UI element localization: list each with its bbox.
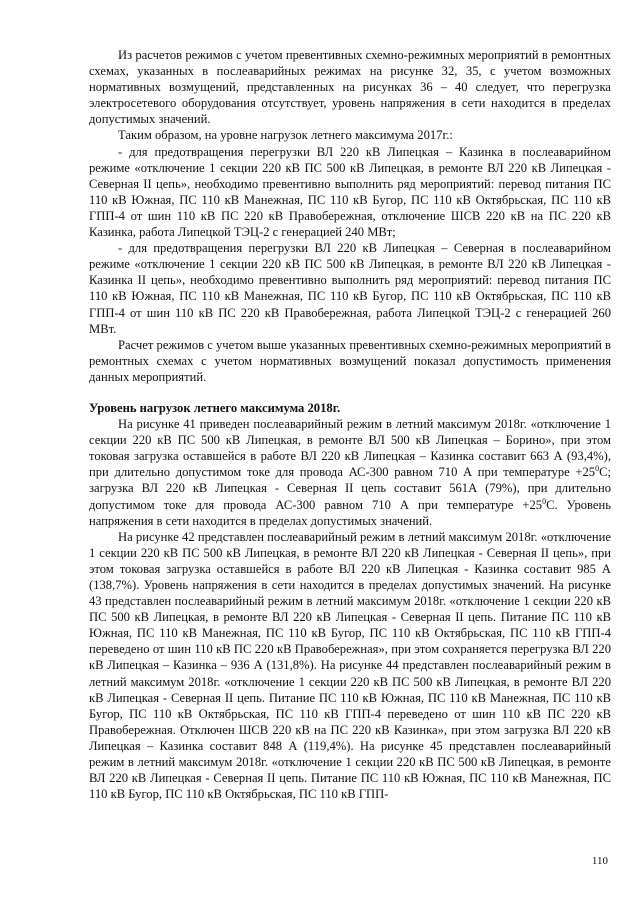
figure-41-text-a: На рисунке 41 приведен послеаварийный режим в летний максимум 2018г. «отключение 1 секции 220 кВ ПС 500 кВ Липецкая, в ремонте ВЛ 500 кВ Липецкая – Борино», при этом токовая загрузка оставшейся в работе ВЛ 220 кВ Липецкая – Казинка составит 663 А (93,4%), при длительно допустимом токе для провода АС-300 равном 710 А при температуре +25 [89, 417, 611, 480]
document-body [89, 47, 611, 802]
paragraph-figure-41 [89, 416, 611, 529]
section-gap [89, 385, 611, 400]
section-heading-2018: Уровень нагрузок летнего максимума 2018г. [89, 400, 341, 415]
figure-41-text-b: С; загрузка ВЛ 220 кВ Липецкая - Северная II цепь составит 561А (79%), при длительно допустимом токе для провода АС-300 равном 710 А при температуре +25 [89, 465, 611, 512]
paragraph-regime-calculation: Из расчетов режимов с учетом превентивных схемно-режимных мероприятий в ремонтных схемах, указанных в послеаварийных режимах на рисунке 32, 35, с учетом возможных нормативных возмущений, представленных на рисунках 36 – 40 следует, что перегрузка электросетевого оборудования отсутствует, уровень напряжения в сети находится в пределах допустимых значений. [89, 48, 611, 127]
degree-superscript: 0 [595, 464, 600, 474]
degree-superscript: 0 [542, 496, 547, 506]
figure-41-text-c: С. Уровень напряжения в сети находится в пределах допустимых значений. [89, 497, 611, 528]
page-number: 110 [591, 855, 608, 867]
paragraph-figures-42-45: На рисунке 42 представлен послеаварийный режим в летний максимум 2018г. «отключение 1 секции 220 кВ ПС 500 кВ Липецкая, в ремонте ВЛ 220 кВ Липецкая - Северная II цепь», при этом токовая загрузка оставшейся в работе ВЛ 220 кВ Липецкая - Казинка составит 985 А (138,7%). Уровень напряжения в сети находится в пределах допустимых значений. На рисунке 43 представлен послеаварийный режим в летний максимум 2018г. «отключение 1 секции 220 кВ ПС 500 кВ Липецкая, в ремонте ВЛ 220 кВ Липецкая - Северная II цепь. Питание ПС 110 кВ Южная, ПС 110 кВ Манежная, ПС 110 кВ Бугор, ПС 110 кВ Октябрьская, ПС 110 кВ ГПП-4 переведено от шин 110 кВ ПС 220 кВ Правобережная», при этом сохраняется перегрузка ВЛ 220 кВ Липецкая – Казинка – 936 А (131,8%). На рисунке 44 представлен послеаварийный режим в летний максимум 2018г. «отключение 1 секции 220 кВ ПС 500 кВ Липецкая, в ремонте ВЛ 220 кВ Липецкая - Северная II цепь. Питание ПС 110 кВ Южная, ПС 110 кВ Манежная, ПС 110 кВ Бугор, ПС 110 кВ Октябрьская, ПС 110 кВ ГПП-4 переведено от шин 110 кВ ПС 220 кВ Правобережная. Отключен ШСВ 220 кВ на ПС 220 кВ Казинка», при этом загрузка ВЛ 220 кВ Липецкая – Казинка составит 848 А (119,4%). На рисунке 45 представлен послеаварийный режим в летний максимум 2018г. «отключение 1 секции 220 кВ ПС 500 кВ Липецкая, в ремонте ВЛ 220 кВ Липецкая - Северная II цепь. Питание ПС 110 кВ Южная, ПС 110 кВ Манежная, ПС 110 кВ Бугор, ПС 110 кВ Октябрьская, ПС 110 кВ ГПП- [89, 529, 611, 802]
paragraph-conclusion: Расчет режимов с учетом выше указанных превентивных схемно-режимных мероприятий в ремонтных схемах с учетом нормативных возмущений показал допустимость применения данных мероприятий. [89, 337, 611, 384]
list-item-kazinka: - для предотвращения перегрузки ВЛ 220 кВ Липецкая – Казинка в послеаварийном режиме «отключение 1 секции 220 кВ ПС 500 кВ Липецкая, в ремонте ВЛ 220 кВ Липецкая - Северная II цепь», необходимо превентивно выполнить ряд мероприятий: перевод питания ПС 110 кВ Южная, ПС 110 кВ Манежная, ПС 110 кВ Бугор, ПС 110 кВ Октябрьская, ПС 110 кВ ГПП-4 от шин 110 кВ ПС 220 кВ Правобережная, отключение ШСВ 220 кВ на ПС 220 кВ Казинка, работа Липецкой ТЭЦ-2 с генерацией 240 МВт; [89, 144, 611, 240]
list-item-severnaya: - для предотвращения перегрузки ВЛ 220 кВ Липецкая – Северная в послеаварийном режиме «отключение 1 секции 220 кВ ПС 500 кВ Липецкая, в ремонте ВЛ 220 кВ Липецкая - Казинка II цепь», необходимо превентивно выполнить ряд мероприятий: перевод питания ПС 110 кВ Южная, ПС 110 кВ Манежная, ПС 110 кВ Бугор, ПС 110 кВ Октябрьская, ПС 110 кВ ГПП-4 от шин 110 кВ ПС 220 кВ Правобережная, работа Липецкой ТЭЦ-2 с генерацией 260 МВт. [89, 241, 611, 336]
paragraph-summary-2017: Таким образом, на уровне нагрузок летнего максимума 2017г.: [118, 128, 453, 143]
